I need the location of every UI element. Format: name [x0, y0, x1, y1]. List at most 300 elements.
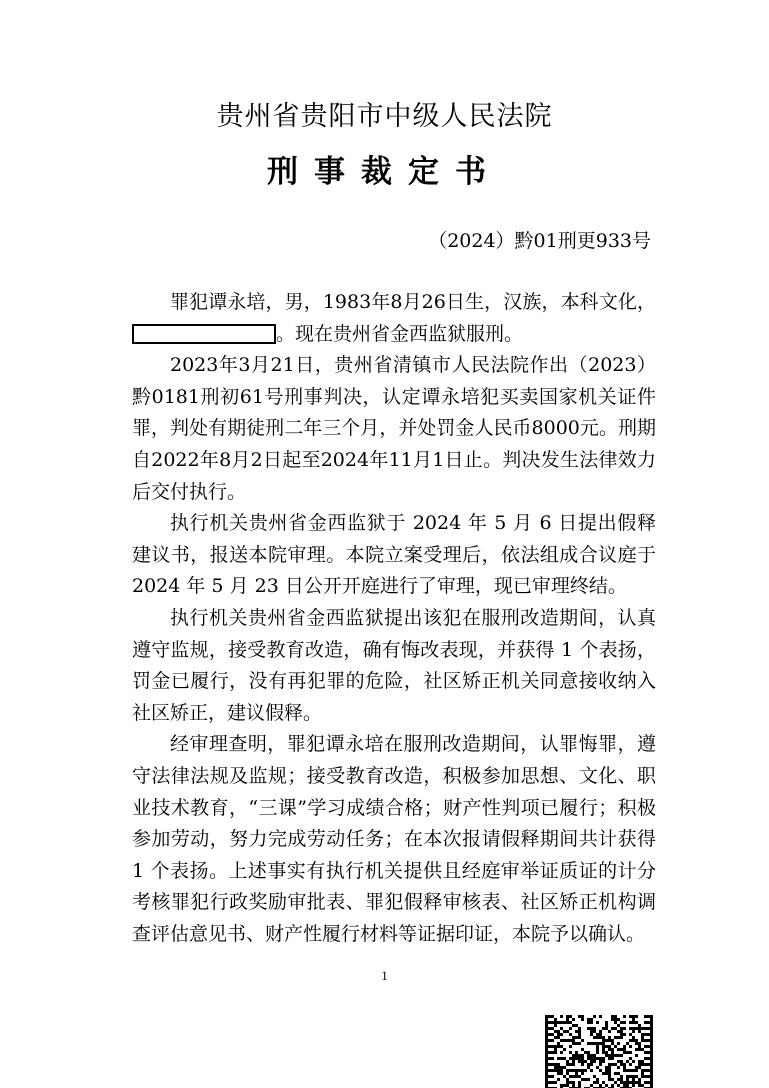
qr-module: [602, 1048, 605, 1051]
qr-module: [641, 1048, 644, 1051]
qr-module: [554, 1030, 557, 1033]
qr-module: [545, 1045, 548, 1048]
qr-module: [650, 1024, 653, 1027]
qr-module: [548, 1063, 551, 1066]
qr-module: [551, 1039, 554, 1042]
qr-module: [617, 1030, 620, 1033]
qr-module: [605, 1054, 608, 1057]
qr-module: [641, 1069, 644, 1072]
qr-module: [590, 1042, 593, 1045]
qr-module: [548, 1021, 551, 1024]
qr-module: [647, 1027, 650, 1030]
qr-module: [578, 1081, 581, 1084]
qr-module: [650, 1045, 653, 1048]
qr-module: [581, 1039, 584, 1042]
document-title: 刑事裁定书: [267, 154, 502, 190]
qr-module: [593, 1060, 596, 1063]
qr-module: [647, 1081, 650, 1084]
qr-module: [617, 1036, 620, 1039]
qr-module: [569, 1069, 572, 1072]
qr-module: [626, 1084, 629, 1087]
qr-module: [647, 1051, 650, 1054]
qr-module: [605, 1072, 608, 1075]
qr-module: [620, 1033, 623, 1036]
qr-module: [578, 1027, 581, 1030]
qr-module: [644, 1051, 647, 1054]
qr-module: [620, 1060, 623, 1063]
qr-module: [641, 1027, 644, 1030]
qr-module: [644, 1057, 647, 1060]
qr-module: [569, 1051, 572, 1054]
qr-module: [554, 1018, 557, 1021]
qr-module: [554, 1024, 557, 1027]
page-number: 1: [381, 968, 388, 983]
qr-module: [572, 1054, 575, 1057]
qr-module: [575, 1072, 578, 1075]
qr-module: [650, 1030, 653, 1033]
qr-module: [560, 1084, 563, 1087]
qr-module: [593, 1057, 596, 1060]
qr-module: [575, 1051, 578, 1054]
qr-module: [566, 1021, 569, 1024]
qr-module: [566, 1039, 569, 1042]
qr-module: [623, 1027, 626, 1030]
qr-module: [572, 1039, 575, 1042]
qr-module: [557, 1063, 560, 1066]
qr-module: [551, 1027, 554, 1030]
qr-module: [590, 1033, 593, 1036]
qr-module: [602, 1036, 605, 1039]
defendant-location-text: 。现在贵州省金西监狱服刑。: [276, 322, 524, 345]
qr-module: [584, 1078, 587, 1081]
paragraph-defendant-info: [132, 287, 656, 350]
qr-module: [632, 1078, 635, 1081]
qr-module: [545, 1018, 548, 1021]
document-body: [132, 287, 656, 950]
qr-module: [596, 1057, 599, 1060]
qr-module: [602, 1057, 605, 1060]
qr-module: [587, 1021, 590, 1024]
qr-module: [632, 1018, 635, 1021]
qr-module: [596, 1081, 599, 1084]
qr-module: [617, 1024, 620, 1027]
qr-module: [599, 1033, 602, 1036]
qr-module: [560, 1069, 563, 1072]
qr-module: [638, 1063, 641, 1066]
qr-module: [548, 1081, 551, 1084]
qr-module: [644, 1075, 647, 1078]
qr-module: [596, 1048, 599, 1051]
qr-module: [560, 1033, 563, 1036]
qr-module: [545, 1057, 548, 1060]
qr-module: [545, 1081, 548, 1084]
qr-module: [590, 1057, 593, 1060]
qr-module: [611, 1063, 614, 1066]
qr-module: [575, 1054, 578, 1057]
qr-module: [566, 1072, 569, 1075]
qr-module: [578, 1036, 581, 1039]
qr-module: [551, 1057, 554, 1060]
qr-module: [647, 1021, 650, 1024]
qr-module: [560, 1039, 563, 1042]
qr-module: [602, 1072, 605, 1075]
qr-module: [545, 1051, 548, 1054]
qr-module: [572, 1036, 575, 1039]
qr-module: [608, 1069, 611, 1072]
qr-module: [596, 1033, 599, 1036]
qr-module: [545, 1066, 548, 1069]
qr-module: [578, 1030, 581, 1033]
qr-module: [626, 1081, 629, 1084]
qr-module: [572, 1063, 575, 1066]
qr-module: [602, 1081, 605, 1084]
qr-module: [620, 1048, 623, 1051]
qr-module: [620, 1063, 623, 1066]
qr-module: [626, 1042, 629, 1045]
qr-module: [623, 1069, 626, 1072]
qr-module: [563, 1057, 566, 1060]
qr-module: [587, 1018, 590, 1021]
qr-module: [647, 1039, 650, 1042]
qr-module: [545, 1069, 548, 1072]
qr-module: [545, 1048, 548, 1051]
qr-module: [578, 1084, 581, 1087]
redaction-box: [132, 324, 276, 344]
qr-module: [560, 1066, 563, 1069]
qr-module: [596, 1066, 599, 1069]
qr-module: [554, 1081, 557, 1084]
qr-module: [614, 1018, 617, 1021]
qr-module: [635, 1027, 638, 1030]
qr-module: [602, 1045, 605, 1048]
qr-module: [596, 1036, 599, 1039]
qr-module: [644, 1033, 647, 1036]
qr-module: [575, 1036, 578, 1039]
qr-module: [569, 1015, 572, 1018]
qr-module: [593, 1075, 596, 1078]
qr-module: [647, 1063, 650, 1066]
qr-module: [554, 1063, 557, 1066]
qr-module: [608, 1072, 611, 1075]
qr-module: [608, 1057, 611, 1060]
qr-module: [650, 1018, 653, 1021]
qr-module: [623, 1015, 626, 1018]
qr-module: [647, 1069, 650, 1072]
qr-module: [608, 1036, 611, 1039]
qr-module: [569, 1057, 572, 1060]
qr-module: [623, 1051, 626, 1054]
qr-module: [578, 1042, 581, 1045]
qr-module: [611, 1057, 614, 1060]
qr-module: [602, 1039, 605, 1042]
qr-module: [638, 1027, 641, 1030]
qr-module: [554, 1066, 557, 1069]
qr-module: [554, 1069, 557, 1072]
qr-module: [575, 1042, 578, 1045]
qr-module: [629, 1075, 632, 1078]
qr-module: [593, 1054, 596, 1057]
qr-module: [551, 1021, 554, 1024]
qr-module: [575, 1030, 578, 1033]
qr-module: [569, 1033, 572, 1036]
qr-module: [644, 1045, 647, 1048]
qr-module: [623, 1084, 626, 1087]
qr-module: [617, 1072, 620, 1075]
qr-module: [590, 1027, 593, 1030]
qr-module: [563, 1075, 566, 1078]
qr-module: [572, 1057, 575, 1060]
qr-module: [551, 1069, 554, 1072]
qr-module: [551, 1033, 554, 1036]
qr-module: [650, 1054, 653, 1057]
qr-module: [608, 1075, 611, 1078]
qr-module: [608, 1078, 611, 1081]
qr-module: [581, 1069, 584, 1072]
qr-module: [629, 1051, 632, 1054]
qr-module: [569, 1045, 572, 1048]
qr-module: [611, 1039, 614, 1042]
qr-module: [608, 1063, 611, 1066]
qr-module: [551, 1063, 554, 1066]
qr-module: [635, 1042, 638, 1045]
qr-module: [614, 1045, 617, 1048]
qr-module: [608, 1054, 611, 1057]
qr-module: [557, 1057, 560, 1060]
qr-module: [641, 1084, 644, 1087]
qr-module: [650, 1084, 653, 1087]
qr-module: [596, 1042, 599, 1045]
qr-module: [632, 1030, 635, 1033]
qr-module: [650, 1078, 653, 1081]
qr-module: [545, 1015, 548, 1018]
qr-module: [629, 1039, 632, 1042]
qr-module: [602, 1051, 605, 1054]
qr-module: [578, 1054, 581, 1057]
qr-module: [590, 1030, 593, 1033]
qr-module: [635, 1075, 638, 1078]
qr-module: [551, 1015, 554, 1018]
qr-module: [587, 1042, 590, 1045]
qr-module: [566, 1030, 569, 1033]
qr-module: [605, 1051, 608, 1054]
qr-module: [644, 1039, 647, 1042]
qr-module: [620, 1030, 623, 1033]
qr-module: [578, 1069, 581, 1072]
qr-module: [596, 1045, 599, 1048]
qr-module: [593, 1081, 596, 1084]
qr-module: [638, 1024, 641, 1027]
qr-module: [608, 1048, 611, 1051]
qr-module: [620, 1078, 623, 1081]
qr-module: [650, 1072, 653, 1075]
qr-module: [551, 1045, 554, 1048]
qr-module: [638, 1048, 641, 1051]
qr-module: [593, 1036, 596, 1039]
qr-module: [569, 1081, 572, 1084]
qr-module: [545, 1039, 548, 1042]
qr-module: [611, 1018, 614, 1021]
qr-module: [614, 1027, 617, 1030]
qr-module: [593, 1027, 596, 1030]
qr-module: [650, 1015, 653, 1018]
qr-module: [596, 1051, 599, 1054]
qr-module: [569, 1075, 572, 1078]
qr-module: [554, 1048, 557, 1051]
qr-module: [611, 1051, 614, 1054]
qr-module: [614, 1072, 617, 1075]
qr-module: [569, 1039, 572, 1042]
qr-module: [650, 1075, 653, 1078]
qr-module: [650, 1048, 653, 1051]
qr-module: [611, 1054, 614, 1057]
qr-module: [605, 1024, 608, 1027]
qr-module: [647, 1057, 650, 1060]
qr-module: [629, 1057, 632, 1060]
qr-module: [548, 1027, 551, 1030]
paragraph-findings: 经审理查明，罪犯谭永培在服刑改造期间，认罪悔罪，遵守法律法规及监规；接受教育改造，积极参加思想、文化、职业技术教育，“三课”学习成绩合格；财产性判项已履行；积极参加劳动，努力完成劳动任务；在本次报请假释期间共计获得 1 个表扬。上述事实有执行机关提供且经庭审举证质证的计分考核罪犯行政奖励审批表、罪犯假释审核表、社区矫正机构调查评估意见书、财产性履行材料等证据印证，本院予以确认。: [132, 733, 656, 945]
qr-module: [638, 1030, 641, 1033]
qr-module: [587, 1054, 590, 1057]
qr-module: [596, 1078, 599, 1081]
qr-module: [602, 1060, 605, 1063]
qr-module: [575, 1024, 578, 1027]
qr-module: [593, 1030, 596, 1033]
qr-code: [545, 1015, 653, 1088]
qr-module: [578, 1060, 581, 1063]
qr-module: [557, 1030, 560, 1033]
qr-module: [635, 1069, 638, 1072]
qr-module: [641, 1033, 644, 1036]
qr-module: [626, 1078, 629, 1081]
qr-module: [635, 1039, 638, 1042]
qr-module: [629, 1033, 632, 1036]
qr-module: [581, 1018, 584, 1021]
qr-module: [599, 1084, 602, 1087]
qr-module: [596, 1021, 599, 1024]
qr-module: [614, 1063, 617, 1066]
qr-module: [563, 1021, 566, 1024]
paragraph-parole-proposal: 执行机关贵州省金西监狱于 2024 年 5 月 6 日提出假释建议书，报送本院审理。本院立案受理后，依法组成合议庭于 2024 年 5 月 23 日公开开庭进行了审理，现已审理终结。: [132, 512, 656, 598]
qr-module: [569, 1027, 572, 1030]
qr-module: [557, 1069, 560, 1072]
qr-module: [617, 1018, 620, 1021]
qr-module: [587, 1051, 590, 1054]
qr-module: [566, 1015, 569, 1018]
qr-module: [581, 1063, 584, 1066]
qr-module: [572, 1060, 575, 1063]
qr-module: [566, 1081, 569, 1084]
qr-module: [605, 1021, 608, 1024]
qr-module: [590, 1084, 593, 1087]
qr-module: [599, 1057, 602, 1060]
qr-module: [605, 1084, 608, 1087]
qr-module: [605, 1039, 608, 1042]
case-number: （2024）黔01刑更933号: [428, 230, 651, 252]
qr-module: [647, 1045, 650, 1048]
qr-module: [650, 1033, 653, 1036]
qr-module: [545, 1054, 548, 1057]
qr-module: [545, 1063, 548, 1066]
qr-module: [638, 1045, 641, 1048]
qr-module: [587, 1078, 590, 1081]
qr-module: [647, 1033, 650, 1036]
qr-module: [620, 1036, 623, 1039]
qr-module: [650, 1069, 653, 1072]
qr-module: [551, 1051, 554, 1054]
qr-module: [599, 1042, 602, 1045]
qr-module: [581, 1048, 584, 1051]
qr-module: [614, 1081, 617, 1084]
qr-module: [575, 1075, 578, 1078]
qr-module: [629, 1069, 632, 1072]
qr-module: [605, 1066, 608, 1069]
qr-module: [599, 1060, 602, 1063]
qr-module: [554, 1051, 557, 1054]
qr-module: [548, 1069, 551, 1072]
qr-module: [545, 1078, 548, 1081]
qr-module: [554, 1021, 557, 1024]
qr-module: [572, 1069, 575, 1072]
qr-module: [623, 1081, 626, 1084]
qr-module: [629, 1063, 632, 1066]
qr-module: [545, 1084, 548, 1087]
qr-module: [650, 1039, 653, 1042]
qr-module: [578, 1033, 581, 1036]
qr-module: [557, 1066, 560, 1069]
qr-module: [599, 1063, 602, 1066]
qr-module: [545, 1033, 548, 1036]
qr-module: [641, 1036, 644, 1039]
qr-module: [563, 1039, 566, 1042]
qr-module: [566, 1060, 569, 1063]
qr-module: [635, 1054, 638, 1057]
qr-module: [617, 1048, 620, 1051]
qr-module: [620, 1021, 623, 1024]
qr-module: [560, 1021, 563, 1024]
qr-module: [641, 1075, 644, 1078]
qr-module: [578, 1075, 581, 1078]
qr-module: [545, 1024, 548, 1027]
qr-module: [608, 1030, 611, 1033]
qr-module: [590, 1063, 593, 1066]
qr-module: [581, 1015, 584, 1018]
qr-module: [608, 1045, 611, 1048]
qr-module: [590, 1021, 593, 1024]
qr-module: [575, 1069, 578, 1072]
qr-module: [569, 1063, 572, 1066]
qr-module: [629, 1021, 632, 1024]
qr-module: [545, 1027, 548, 1030]
qr-module: [602, 1027, 605, 1030]
qr-module: [614, 1015, 617, 1018]
qr-module: [650, 1027, 653, 1030]
qr-module: [620, 1027, 623, 1030]
qr-module: [611, 1048, 614, 1051]
qr-module: [650, 1051, 653, 1054]
qr-module: [650, 1081, 653, 1084]
qr-module: [557, 1036, 560, 1039]
qr-module: [563, 1084, 566, 1087]
qr-module: [548, 1075, 551, 1078]
qr-module: [650, 1063, 653, 1066]
qr-module: [623, 1033, 626, 1036]
qr-module: [557, 1072, 560, 1075]
qr-module: [599, 1015, 602, 1018]
qr-module: [599, 1069, 602, 1072]
qr-module: [647, 1075, 650, 1078]
qr-module: [626, 1060, 629, 1063]
qr-module: [644, 1069, 647, 1072]
